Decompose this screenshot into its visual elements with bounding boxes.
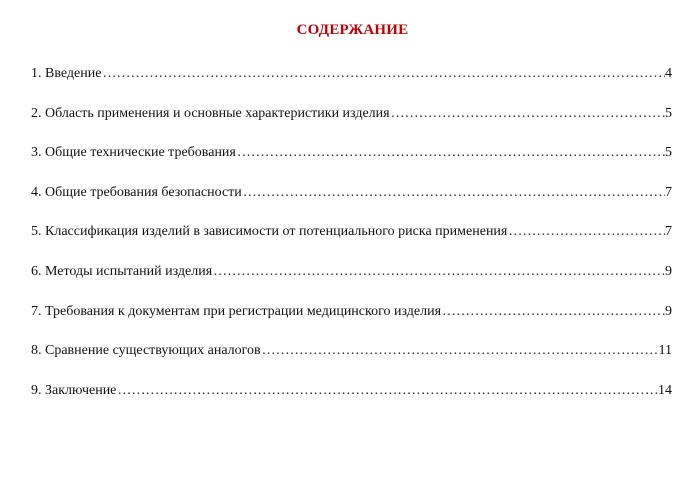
toc-entry-4: [31, 185, 672, 225]
dot-leader: [391, 106, 665, 122]
toc-entry-page: 7: [665, 184, 672, 200]
toc-entry-page: 14: [658, 382, 672, 398]
toc-entry-3: [31, 145, 672, 185]
dot-leader: [243, 185, 665, 201]
toc-entry-1: [31, 66, 672, 106]
dot-leader: [442, 304, 665, 320]
toc-entry-8: [31, 343, 672, 383]
toc-entry-6: [31, 264, 672, 304]
table-of-contents: [31, 66, 672, 422]
toc-entry-text: 4. Общие требования безопасности: [31, 184, 242, 200]
toc-entry-page: 9: [665, 263, 672, 279]
toc-entry-5: [31, 224, 672, 264]
toc-entry-page: 5: [665, 145, 672, 161]
toc-entry-text: 8. Сравнение существующих аналогов: [31, 343, 261, 359]
toc-entry-text: 5. Классификация изделий в зависимости от потенциального риска применения: [31, 224, 508, 240]
toc-entry-text: 1. Введение: [31, 66, 102, 81]
toc-entry-page: 9: [665, 303, 672, 319]
dot-leader: [213, 264, 665, 280]
toc-entry-text: 7. Требования к документам при регистрации медицинского изделия: [31, 303, 442, 319]
toc-title: СОДЕРЖАНИЕ: [296, 22, 409, 38]
toc-entry-page: 11: [658, 343, 672, 359]
toc-entry-page: 7: [665, 224, 672, 240]
toc-entry-page: 4: [665, 66, 672, 81]
toc-entry-9: [31, 383, 672, 423]
dot-leader: [102, 66, 665, 82]
toc-entry-page: 5: [665, 105, 672, 121]
toc-entry-text: 2. Область применения и основные характеристики изделия: [31, 105, 390, 121]
toc-entry-text: 9. Заключение: [31, 382, 117, 398]
dot-leader: [117, 383, 658, 399]
dot-leader: [237, 145, 665, 161]
toc-entry-2: [31, 106, 672, 146]
dot-leader: [508, 224, 665, 240]
toc-entry-text: 3. Общие технические требования: [31, 145, 236, 161]
toc-entry-text: 6. Методы испытаний изделия: [31, 263, 213, 279]
dot-leader: [262, 343, 659, 359]
toc-entry-7: [31, 304, 672, 344]
